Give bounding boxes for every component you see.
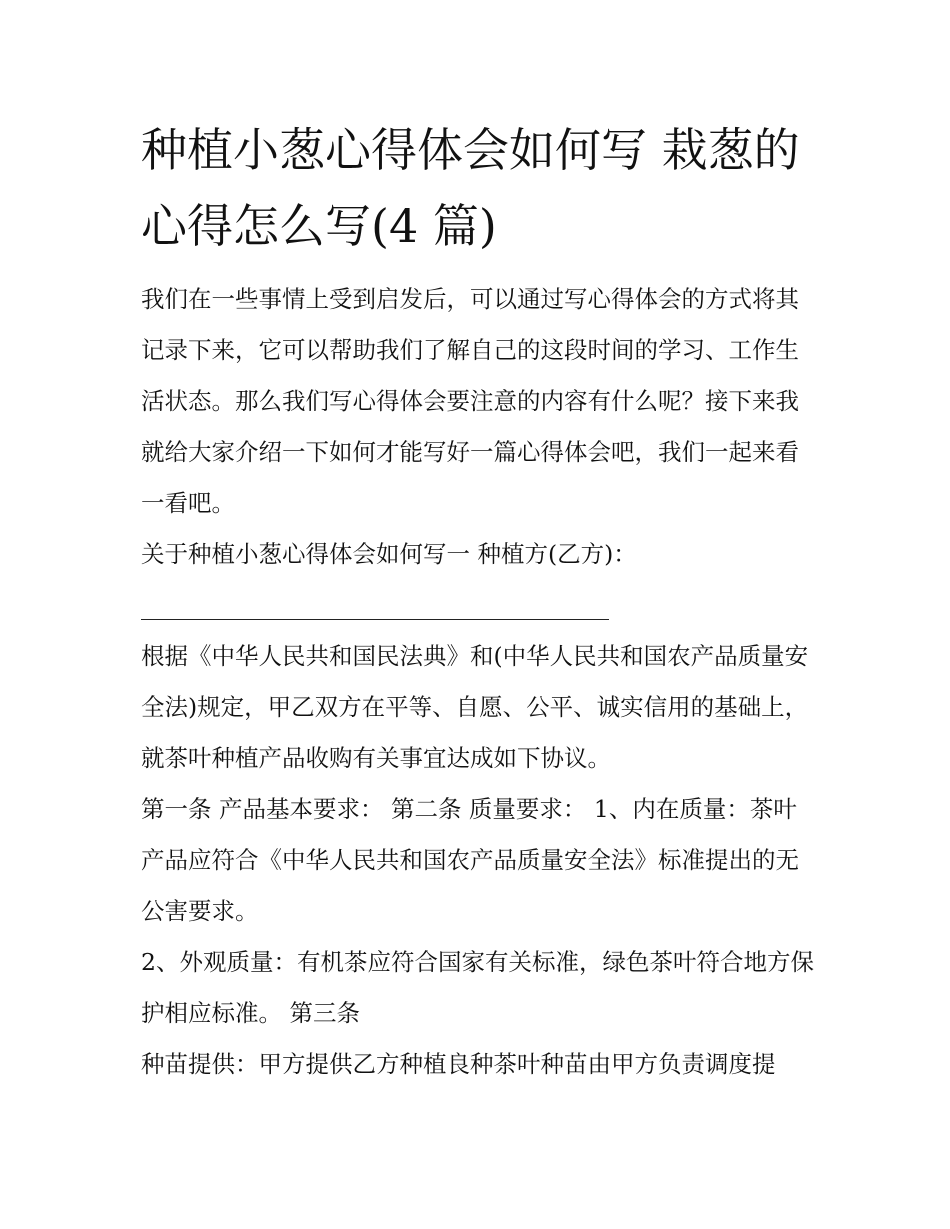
document-page bbox=[141, 112, 816, 1090]
intro-paragraph: 我们在一些事情上受到启发后，可以通过写心得体会的方式将其记录下来，它可以帮助我们了解自己的这段时间的学习、工作生活状态。那么我们写心得体会要注意的内容有什么呢？接下来我就给大家介绍一下如何才能写好一篇心得体会吧，我们一起来看一看吧。 bbox=[141, 285, 799, 517]
article-one-two-paragraph: 第一条 产品基本要求： 第二条 质量要求： 1、内在质量：茶叶产品应符合《中华人民共和国农产品质量安全法》标准提出的无公害要求。 bbox=[141, 795, 799, 925]
seedling-supply-paragraph: 种苗提供：甲方提供乙方种植良种茶叶种苗由甲方负责调度提 bbox=[141, 1050, 776, 1078]
signature-line bbox=[141, 619, 609, 620]
section-heading-paragraph: 关于种植小葱心得体会如何写一 种植方(乙方)： bbox=[141, 540, 637, 568]
document-title: 种植小葱心得体会如何写 栽葱的心得怎么写(4 篇) bbox=[141, 123, 800, 253]
appearance-quality-paragraph: 2、外观质量：有机茶应符合国家有关标准，绿色茶叶符合地方保护相应标准。 第三条 bbox=[141, 948, 814, 1027]
legal-basis-paragraph: 根据《中华人民共和国民法典》和(中华人民共和国农产品质量安全法)规定，甲乙双方在平等、自愿、公平、诚实信用的基础上，就茶叶种植产品收购有关事宜达成如下协议。 bbox=[141, 642, 809, 772]
